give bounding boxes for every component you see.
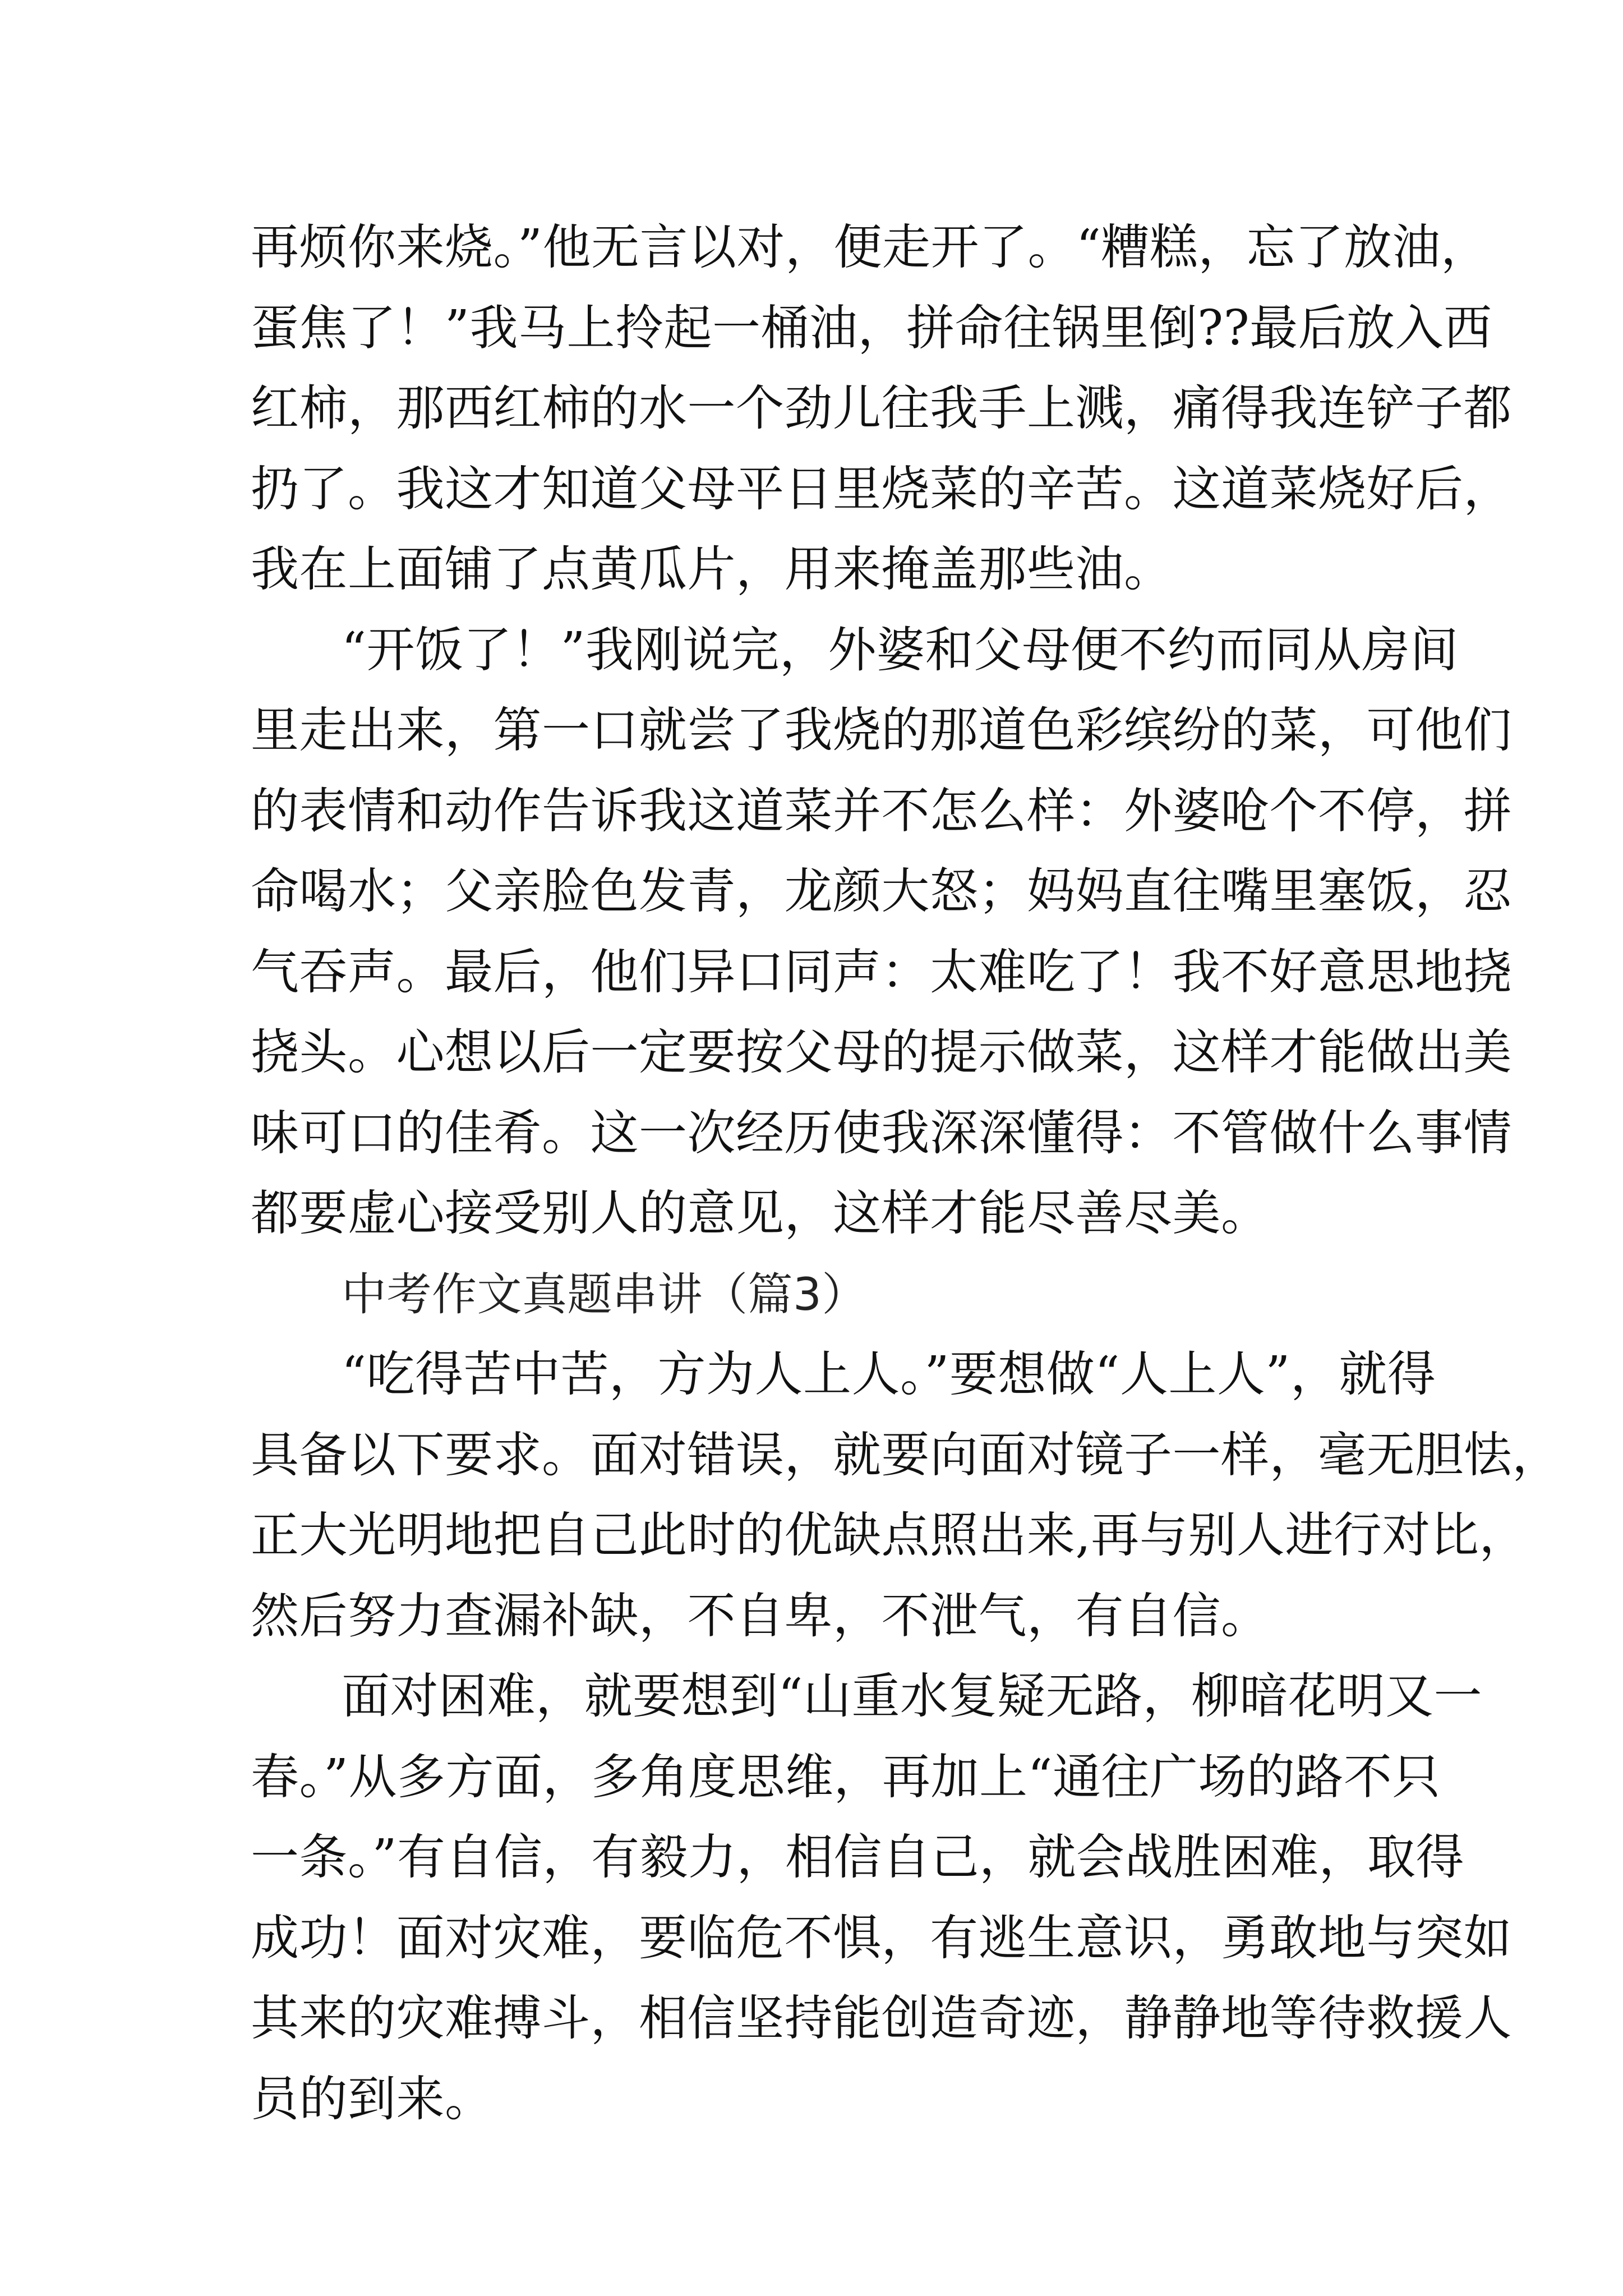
- paragraph-first-line: 面对困难，就要想到“山重水复疑无路，柳暗花明又一: [342, 1668, 1482, 1724]
- text-line: 红柿，那西红柿的水一个劲儿往我手上溅，痛得我连铲子都: [251, 380, 1512, 436]
- document-body: [251, 208, 1561, 2139]
- text-line: 里走出来，第一口就尝了我烧的那道色彩缤纷的菜，可他们: [251, 702, 1512, 758]
- text-line: 一条。”有自信，有毅力，相信自己，就会战胜困难，取得: [251, 1829, 1464, 1885]
- text-line: 员的到来。: [251, 2070, 494, 2127]
- text-line: 扔了。我这才知道父母平日里烧菜的辛苦。这道菜烧好后，: [251, 461, 1512, 517]
- text-line: 然后努力查漏补缺，不自卑，不泄气，有自信。: [251, 1588, 1270, 1644]
- text-line: 其来的灾难搏斗，相信坚持能创造奇迹，静静地等待救援人: [251, 1990, 1512, 2046]
- text-line: 再烦你来烧。”他无言以对，便走开了。“糟糕，忘了放油，: [251, 219, 1490, 275]
- text-line: 气吞声。最后，他们异口同声：太难吃了！我不好意思地挠: [251, 944, 1512, 1000]
- text-line: 我在上面铺了点黄瓜片，用来掩盖那些油。: [251, 541, 1173, 597]
- text-line: 蛋焦了！”我马上拎起一桶油，拼命往锅里倒??最后放入西: [251, 300, 1492, 356]
- paragraph-first-line: “吃得苦中苦，方为人上人。”要想做“人上人”，就得: [342, 1346, 1436, 1402]
- text-line: 春。”从多方面，多角度思维，再加上“通往广场的路不只: [251, 1749, 1441, 1805]
- paragraph-first-line: “开饭了！”我刚说完，外婆和父母便不约而同从房间: [342, 622, 1459, 678]
- text-line: 正大光明地把自己此时的优缺点照出来,再与别人进行对比，: [251, 1507, 1528, 1563]
- text-line: 具备以下要求。面对错误，就要向面对镜子一样，毫无胆怯，: [251, 1427, 1561, 1483]
- text-line: 命喝水；父亲脸色发青，龙颜大怒；妈妈直往嘴里塞饭，忍: [251, 863, 1512, 919]
- text-line: 味可口的佳肴。这一次经历使我深深懂得：不管做什么事情: [251, 1105, 1512, 1161]
- section-heading: 中考作文真题串讲（篇3）: [342, 1268, 867, 1320]
- text-line: 成功！面对灾难，要临危不惧，有逃生意识，勇敢地与突如: [251, 1910, 1512, 1966]
- text-line: 的表情和动作告诉我这道菜并不怎么样：外婆呛个不停，拼: [251, 783, 1512, 839]
- text-line: 都要虚心接受别人的意见，这样才能尽善尽美。: [251, 1185, 1270, 1241]
- text-line: 挠头。心想以后一定要按父母的提示做菜，这样才能做出美: [251, 1024, 1512, 1080]
